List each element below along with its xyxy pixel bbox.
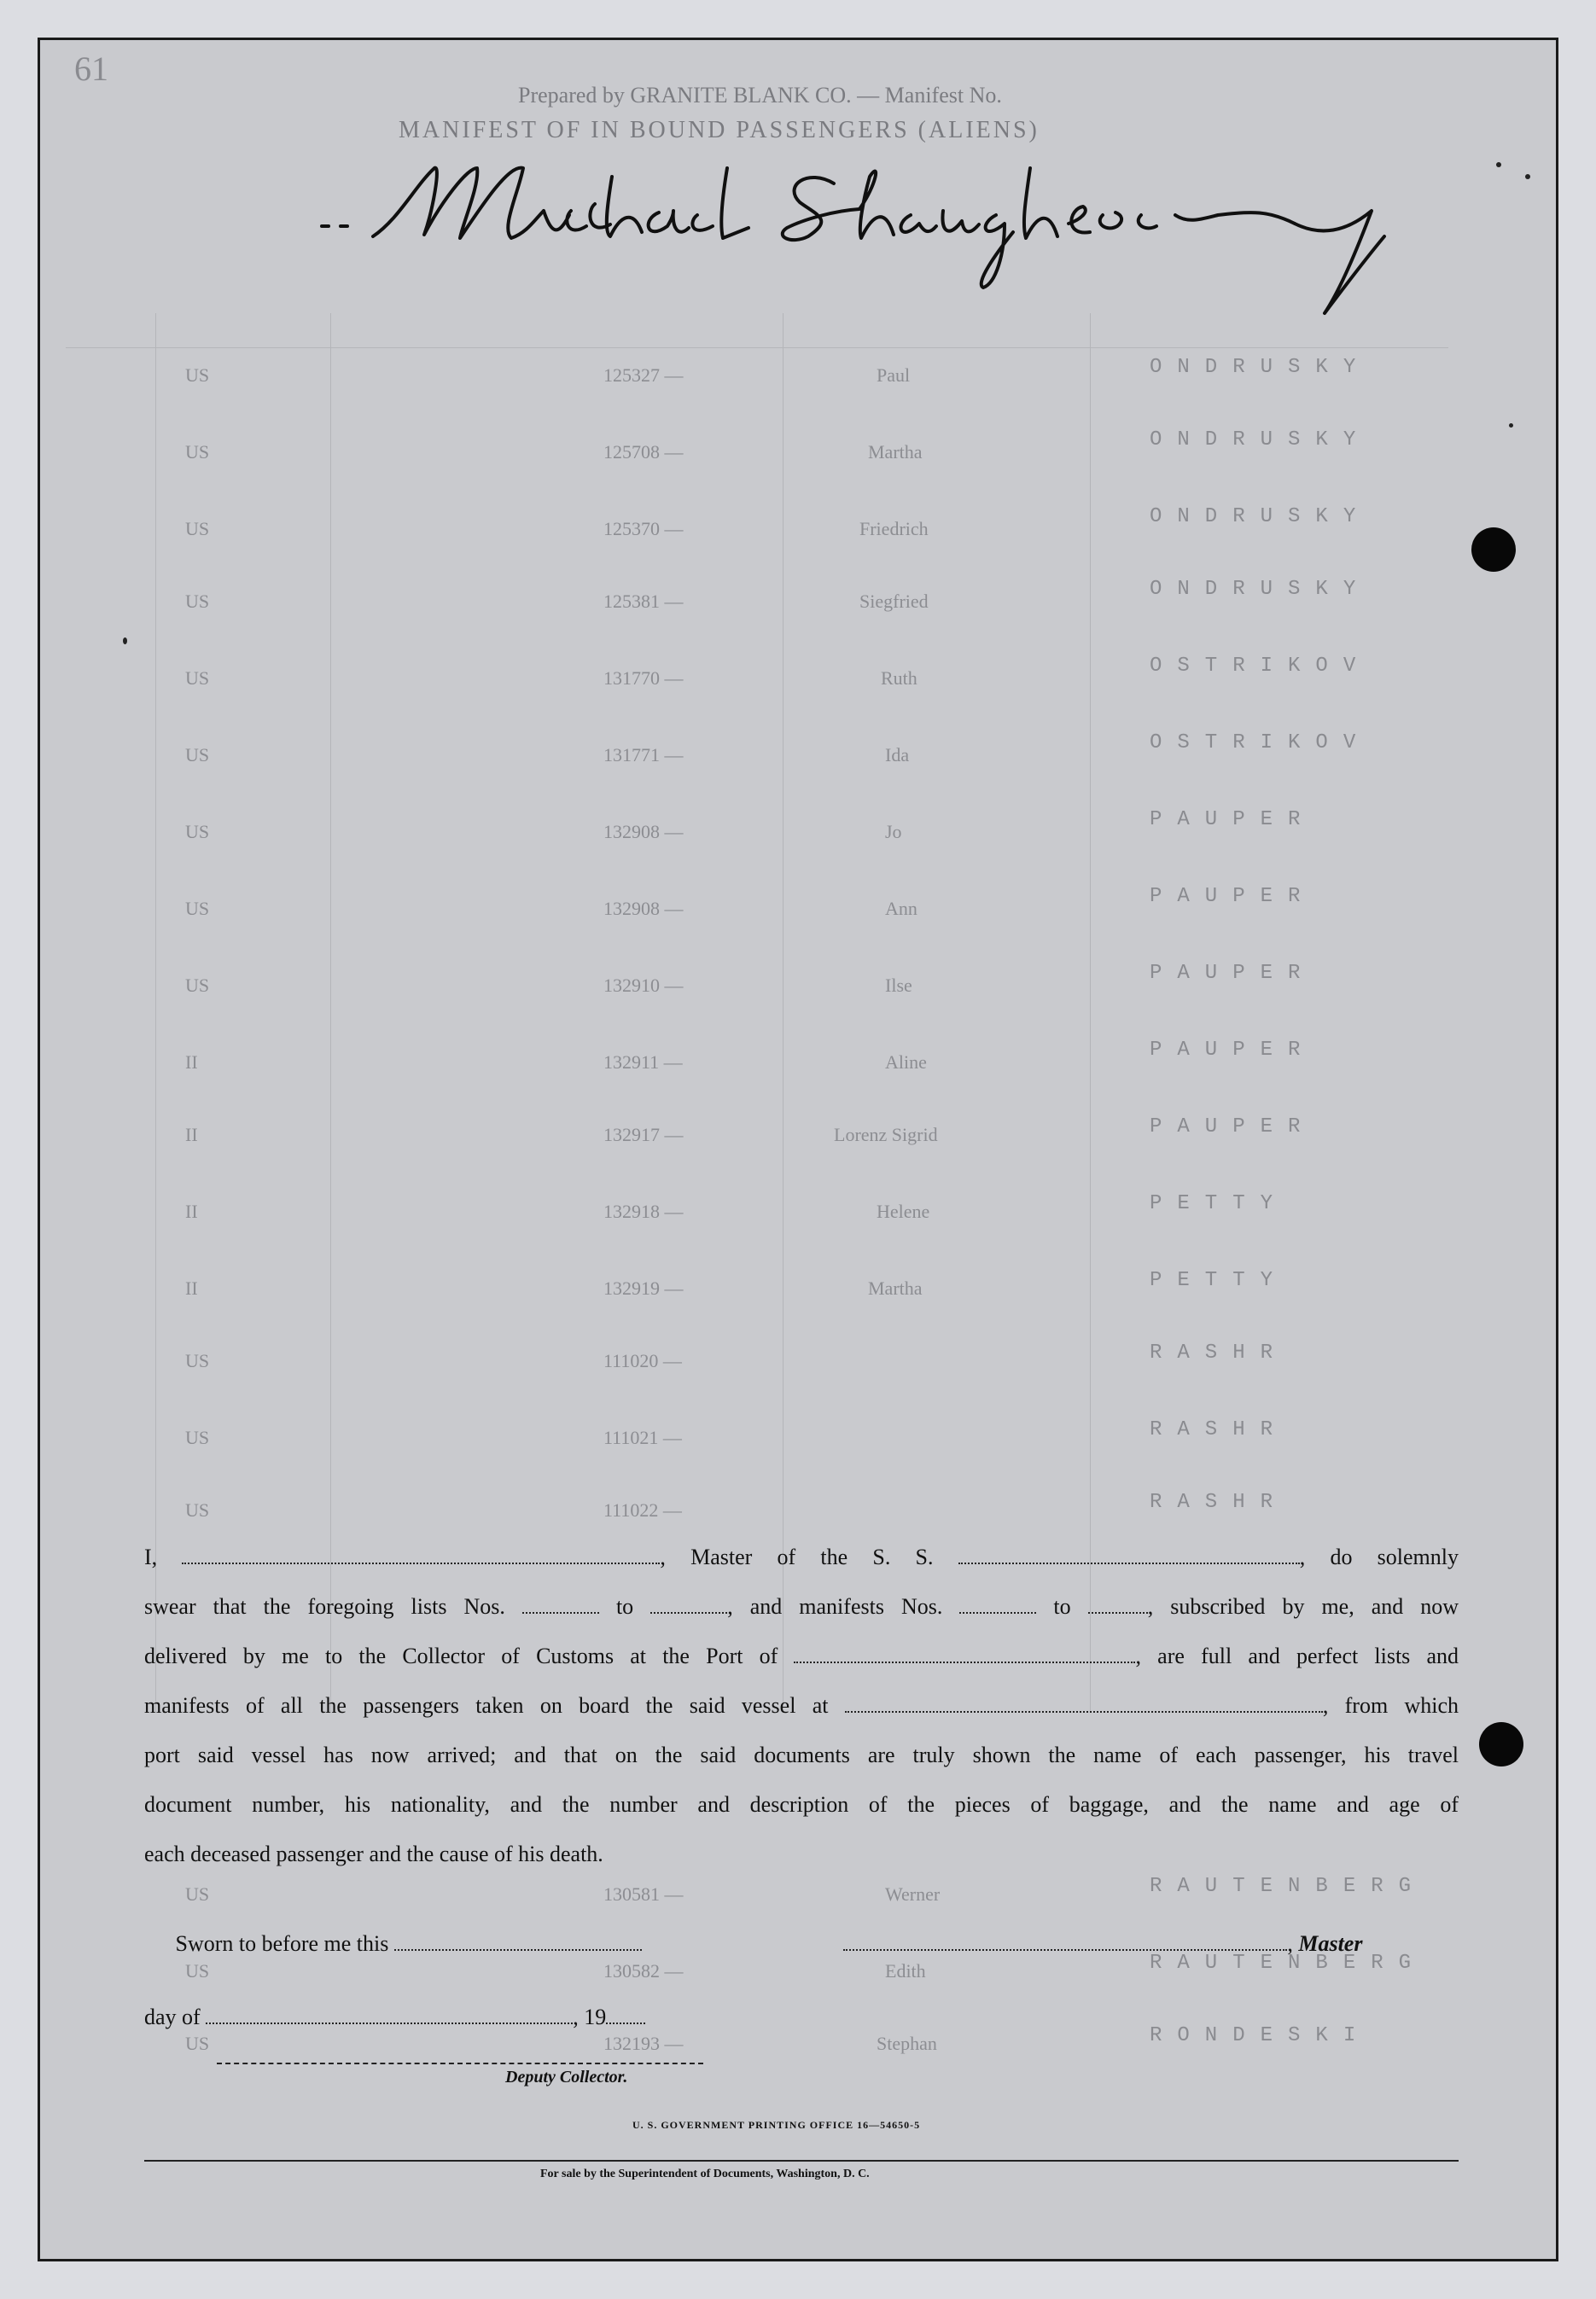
manifests-from-blank[interactable] [959,1593,1036,1614]
sworn-line: Sworn to before me this , Master [175,1931,1363,1956]
oath-line-7: each deceased passenger and the cause of his death. [144,1842,603,1866]
port-blank[interactable] [794,1643,1135,1663]
departure-port-blank[interactable] [845,1692,1323,1713]
lists-to-blank[interactable] [650,1593,727,1614]
manifest-page: ONDRUSKY ONDRUSKY ONDRUSKY ONDRUSKY OSTRIKOV OSTRIKOV PAUPER PAUPER PAUPER PAUPER PAUPER PETTY PETTY RASHR RASHR RASHR RAUTENBERG RAUTENBERG RONDESKI Paul Martha Friedrich Siegfried Ruth Ida Jo Ann Ilse Aline Lorenz Sigrid Helene Martha Werner Edith Stephan 125327 — 125708 — 125370 — 125381 — 131770 — 131771 — 132908 — 132908 — 132910 — 132911 — 132917 — 132918 — 132919 — 111020 — 111021 — 111022 — 130581 — 130582 — 132193 — US US US US US US US US US II II II II US US US US US US Prepared by GRANITE BLANK CO. — Manifest No. MANIFEST OF IN BOUND PASSENGERS (ALIENS) 61 I, , Master of the S. S. , do solemnly swear that the foregoing lists Nos. to , and manifests Nos. to , subscribed by me, and now delivered by me to the Collector of Customs at the Port of , are full and perfect lists and manifests of all the passengers taken on board the said vessel at , from which port said vessel has now arrived; and that on the said documents are truly shown the name of each passenger, his travel document number, his nationality, and the number and description of the pieces of baggage, and the name and age of each deceased passenger and the cause of his death. Sworn to before me this , Master day of , 19 Deputy Collector. U. S. GOVERNMENT PRINTING OFFICE 16—54650-5 For sale by the Superintendent of Documents, Washington, D. C. [38,38,1558,2261]
sworn-date-blank[interactable] [394,1930,642,1951]
oath-line-2: swear that the foregoing lists Nos. to , and manifests Nos. to , subscribed by me, and now [144,1594,1459,1619]
oath-line-3: delivered by me to the Collector of Customs at the Port of , are full and perfect lists and [144,1644,1459,1668]
oath-line-5: port said vessel has now arrived; and that on the said documents are truly shown the name of each passenger, his travel [144,1743,1459,1767]
ink-speck [1509,423,1513,428]
master-name-blank[interactable] [182,1544,660,1564]
oath-block [144,1533,1459,1879]
oath-line-1: I, , Master of the S. S. , do solemnly [144,1545,1459,1569]
day-of-line: day of , 19 [144,1993,1459,2042]
printing-office-imprint: U. S. GOVERNMENT PRINTING OFFICE 16—54650-5 [632,2119,921,2131]
handwritten-signature [40,40,1558,347]
vessel-name-blank[interactable] [958,1544,1300,1564]
punch-hole [1479,1722,1523,1766]
punch-hole [1471,527,1516,572]
year-blank[interactable] [606,2004,645,2024]
manifests-to-blank[interactable] [1088,1593,1148,1614]
ink-speck [1496,162,1501,167]
lists-from-blank[interactable] [522,1593,599,1614]
oath-line-6: document number, his nationality, and the number and description of the pieces of baggage, and the name and age of [144,1792,1459,1817]
for-sale-note: For sale by the Superintendent of Documents, Washington, D. C. [540,2168,870,2180]
master-signature-blank[interactable] [843,1930,1287,1951]
ink-speck [123,637,127,644]
ink-speck [1525,174,1530,179]
master-label: Master [1298,1931,1363,1956]
deputy-collector-label: Deputy Collector. [505,2068,628,2087]
oath-line-4: manifests of all the passengers taken on board the said vessel at , from which [144,1693,1459,1718]
footer-rule [144,2160,1459,2162]
deputy-signature-line[interactable] [217,2063,703,2064]
day-of-blank[interactable] [206,2004,573,2024]
